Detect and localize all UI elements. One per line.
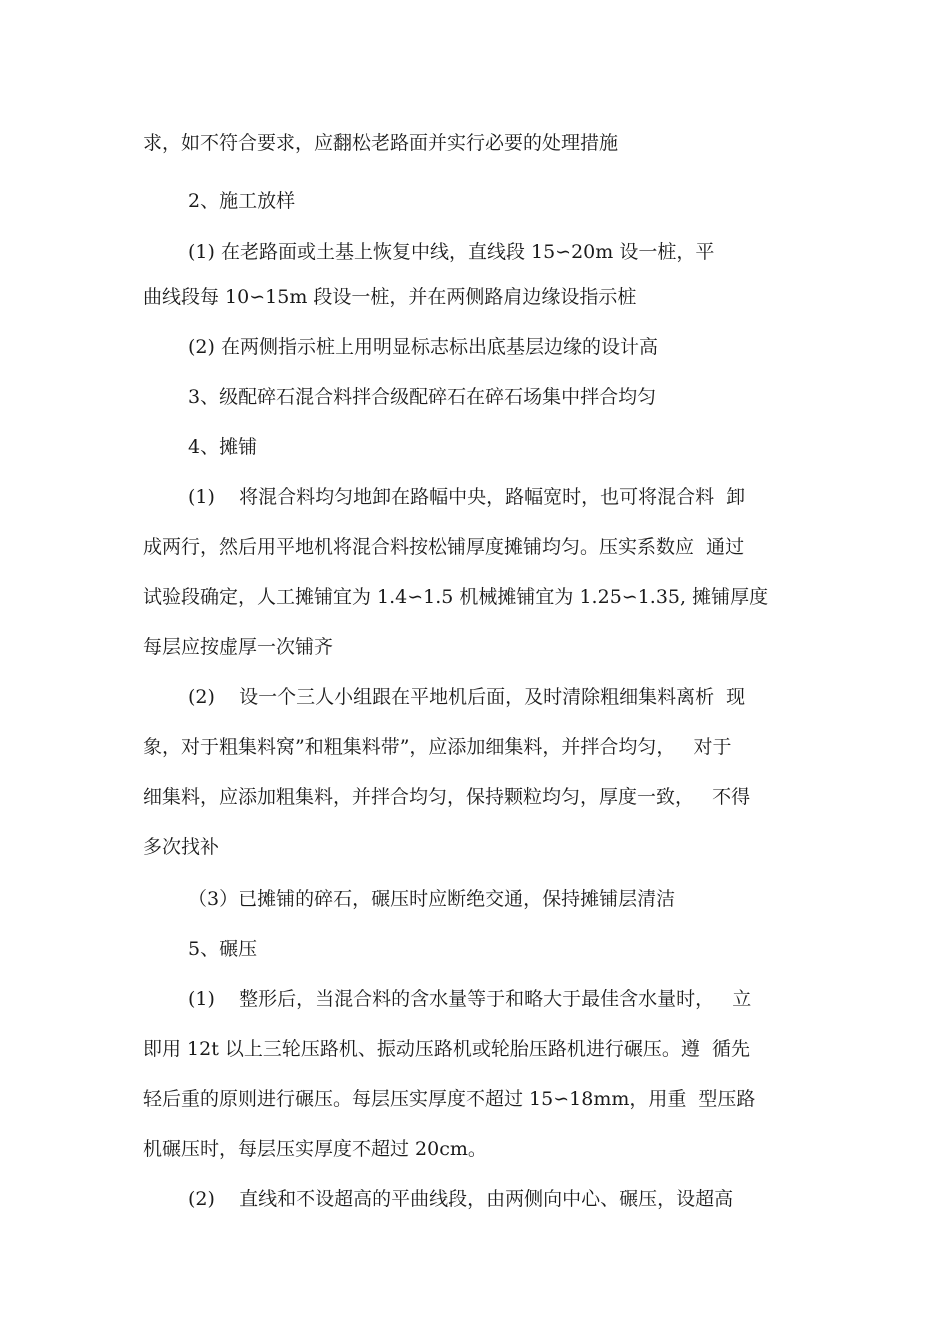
text-line: （3）已摊铺的碎石，碾压时应断绝交通，保持摊铺层清洁 — [188, 888, 676, 910]
section-heading: 2、施工放样 — [188, 190, 296, 212]
text-line: 轻后重的原则进行碾压。每层压实厚度不超过 15∽18mm，用重 型压路 — [143, 1088, 756, 1110]
text-line: 求，如不符合要求，应翻松老路面并实行必要的处理措施 — [143, 132, 619, 154]
text-line: (2) 直线和不设超高的平曲线段，由两侧向中心、碾压，设超高 — [188, 1188, 734, 1210]
text-line: (2) 在两侧指示桩上用明显标志标出底基层边缘的设计高 — [188, 336, 658, 358]
text-line: 细集料，应添加粗集料，并拌合均匀，保持颗粒均匀，厚度一致， 不得 — [143, 786, 751, 808]
text-line: 曲线段每 10∽15m 段设一桩，并在两侧路肩边缘设指示桩 — [143, 286, 637, 308]
text-line: 象，对于粗集料窝”和粗集料带”，应添加细集料，并拌合均匀， 对于 — [143, 736, 732, 758]
text-line: 成两行，然后用平地机将混合料按松铺厚度摊铺均匀。压实系数应 通过 — [143, 536, 745, 558]
section-heading: 4、摊铺 — [188, 436, 258, 458]
text-line: 多次找补 — [143, 836, 220, 858]
text-line: 试验段确定，人工摊铺宜为 1.4∽1.5 机械摊铺宜为 1.25∽1.35, 摊铺厚度 — [143, 586, 769, 608]
text-line: (1) 在老路面或土基上恢复中线，直线段 15∽20m 设一桩，平 — [188, 241, 715, 263]
section-heading: 3、级配碎石混合料拌合级配碎石在碎石场集中拌合均匀 — [188, 386, 657, 408]
text-line: 机碾压时，每层压实厚度不超过 20cm。 — [143, 1138, 487, 1160]
text-line: 每层应按虚厚一次铺齐 — [143, 636, 334, 658]
text-line: (1) 将混合料均匀地卸在路幅中央，路幅宽时，也可将混合料 卸 — [188, 486, 746, 508]
text-line: (1) 整形后，当混合料的含水量等于和略大于最佳含水量时， 立 — [188, 988, 752, 1010]
section-heading: 5、碾压 — [188, 938, 258, 960]
text-line: 即用 12t 以上三轮压路机、振动压路机或轮胎压路机进行碾压。遵 循先 — [143, 1038, 750, 1060]
text-line: (2) 设一个三人小组跟在平地机后面，及时清除粗细集料离析 现 — [188, 686, 746, 708]
